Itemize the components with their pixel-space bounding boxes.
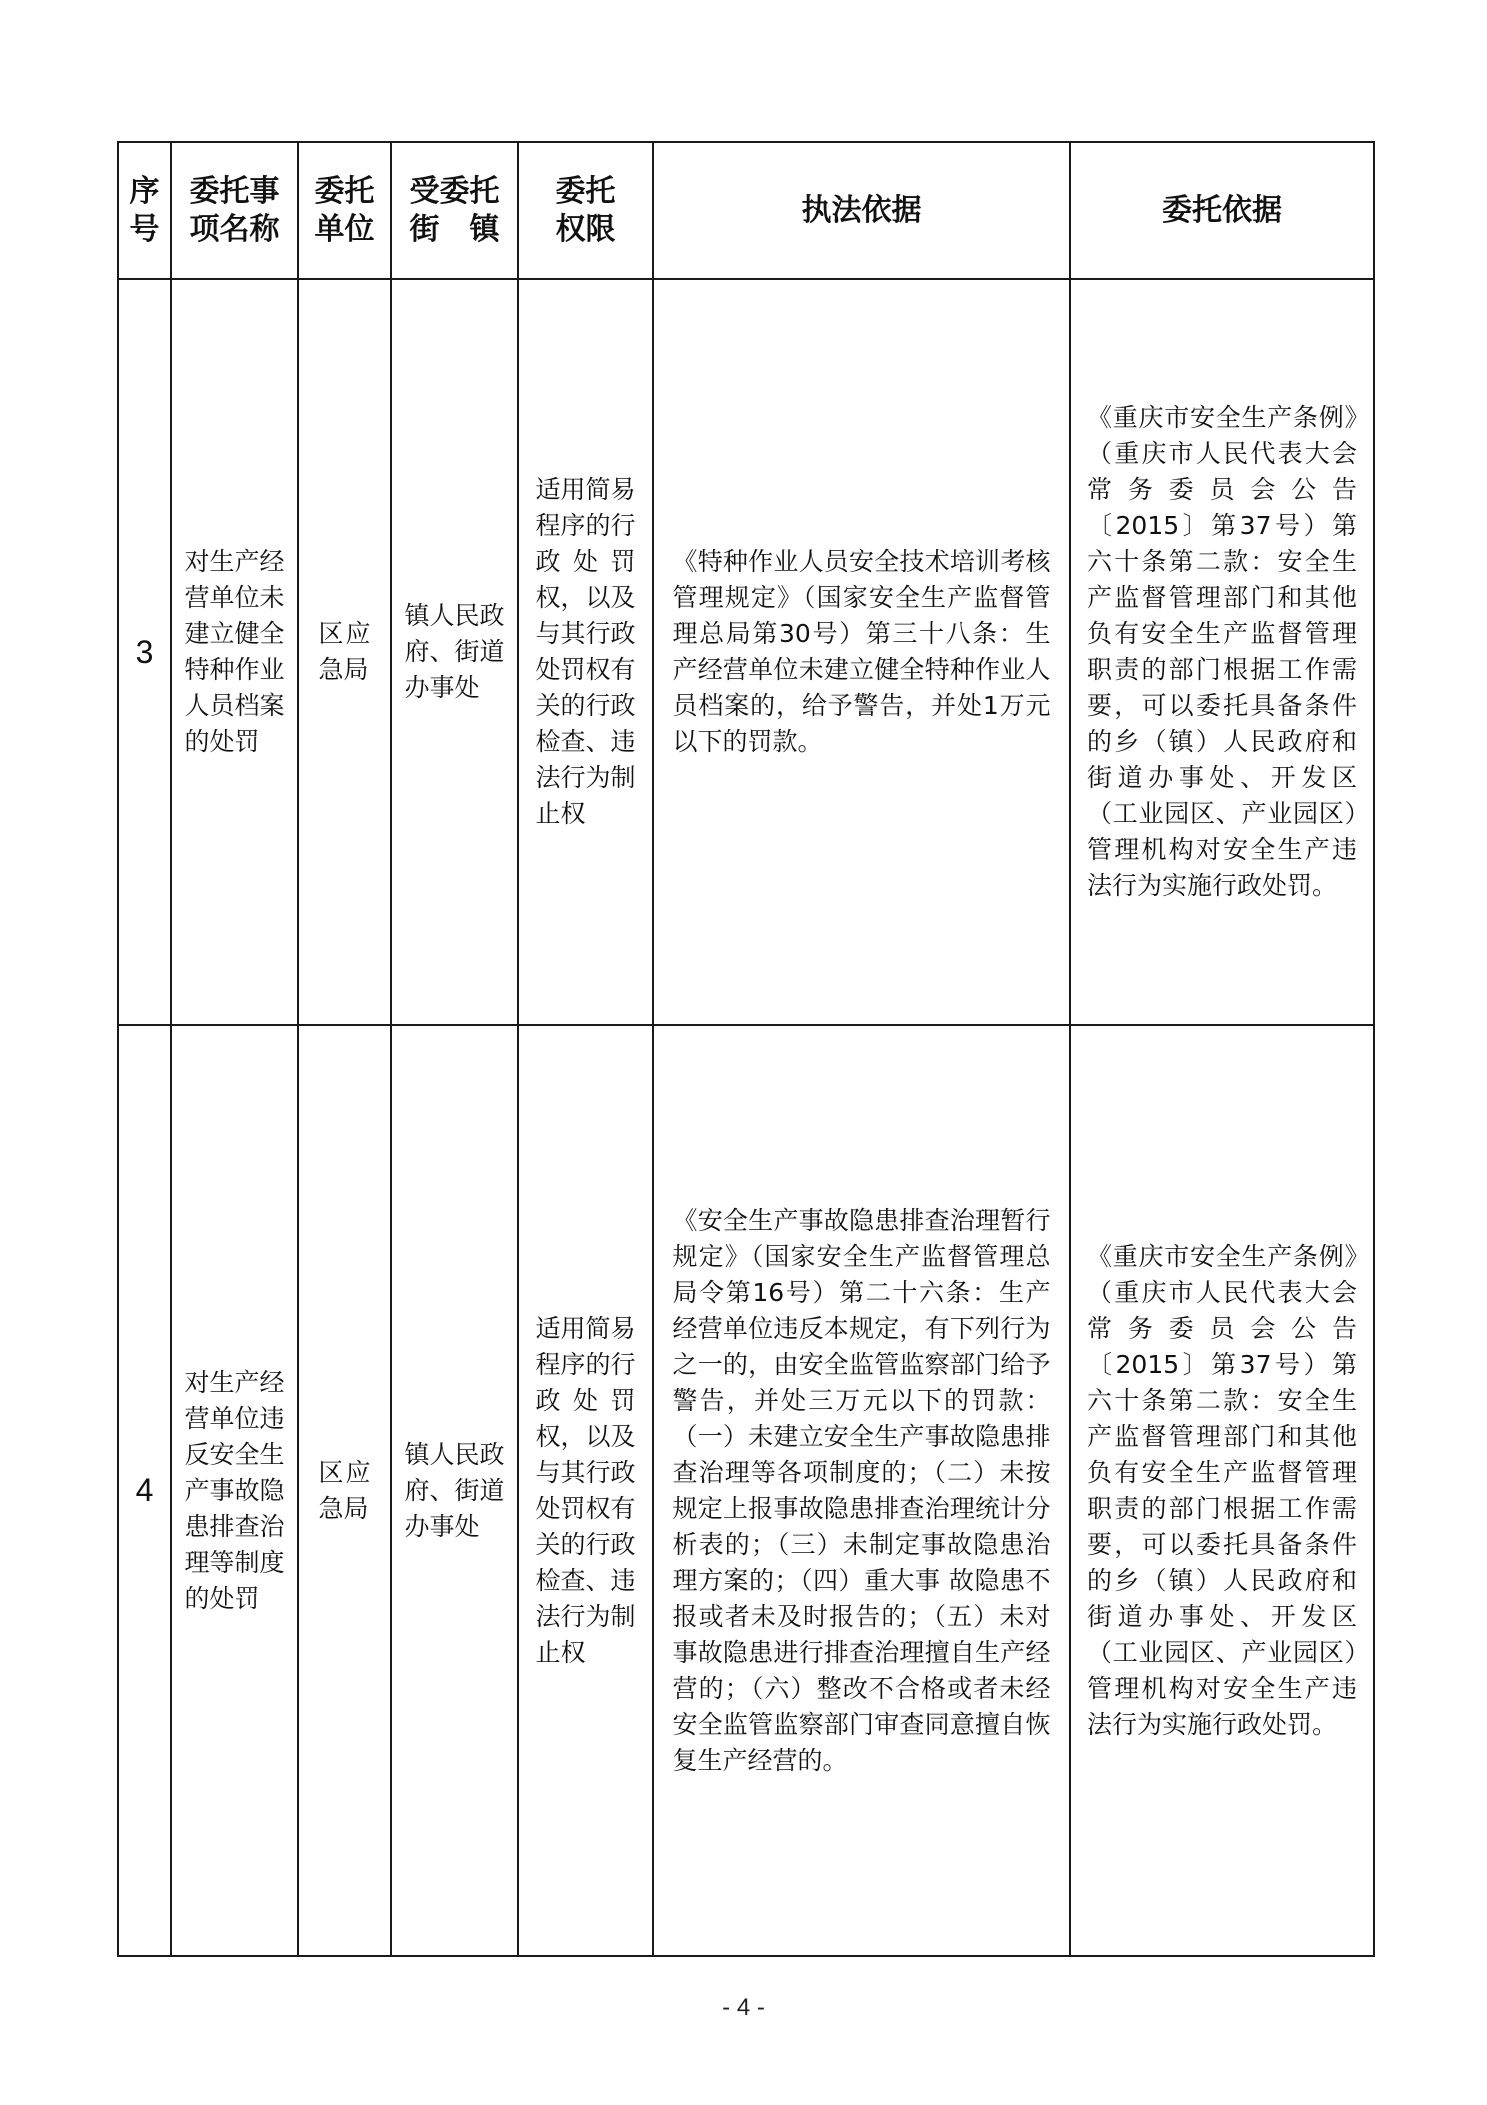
row-item-name: 对生产经营单位未建立健全特种作业人员档案的处罚 (171, 279, 298, 1025)
row-authority: 适用简易程序的行政处罚权，以及与其行政处罚权有关的行政检查、违法行为制止权 (518, 1025, 653, 1956)
header-town: 受委托街 镇 (391, 142, 518, 279)
row-town: 镇人民政府、街道办事处 (391, 1025, 518, 1956)
table-header-row (118, 142, 1374, 279)
row-law-basis: 《特种作业人员安全技术培训考核管理规定》（国家安全生产监督管理总局第30号）第三十八条：生产经营单位未建立健全特种作业人员档案的，给予警告，并处1万元以下的罚款。 (653, 279, 1070, 1025)
page-number: - 4 - (722, 1994, 765, 2021)
row-entrust-basis: 《重庆市安全生产条例》（重庆市人民代表大会常务委员会公告〔2015〕第37号）第六十条第二款：安全生产监督管理部门和其他负有安全生产监督管理职责的部门根据工作需要，可以委托具备条件的乡（镇）人民政府和街道办事处、开发区（工业园区、产业园区）管理机构对安全生产违法行为实施行政处罚。 (1070, 279, 1374, 1025)
header-authority: 委托权限 (518, 142, 653, 279)
header-item-name: 委托事项名称 (171, 142, 298, 279)
row-town: 镇人民政府、街道办事处 (391, 279, 518, 1025)
row-seq: 3 (118, 279, 171, 1025)
header-seq: 序号 (118, 142, 171, 279)
row-seq: 4 (118, 1025, 171, 1956)
row-entrust-basis: 《重庆市安全生产条例》（重庆市人民代表大会常务委员会公告〔2015〕第37号）第六十条第二款：安全生产监督管理部门和其他负有安全生产监督管理职责的部门根据工作需要，可以委托具备条件的乡（镇）人民政府和街道办事处、开发区（工业园区、产业园区）管理机构对安全生产违法行为实施行政处罚。 (1070, 1025, 1374, 1956)
header-entrust-basis: 委托依据 (1070, 142, 1374, 279)
row-unit: 区应急局 (298, 1025, 391, 1956)
table-row (118, 279, 1374, 1025)
delegation-table (117, 141, 1375, 1957)
row-law-basis: 《安全生产事故隐患排查治理暂行规定》（国家安全生产监督管理总局令第16号）第二十六条：生产经营单位违反本规定，有下列行为之一的，由安全监管监察部门给予警告，并处三万元以下的罚款：（一）未建立安全生产事故隐患排查治理等各项制度的；（二）未按规定上报事故隐患排查治理统计分析表的；（三）未制定事故隐患治理方案的；（四）重大事 故隐患不报或者未及时报告的；（五）未对事故隐患进行排查治理擅自生产经营的；（六）整改不合格或者未经安全监管监察部门审查同意擅自恢复生产经营的。 (653, 1025, 1070, 1956)
row-unit: 区应急局 (298, 279, 391, 1025)
table-row (118, 1025, 1374, 1956)
header-unit: 委托单位 (298, 142, 391, 279)
row-authority: 适用简易程序的行政处罚权，以及与其行政处罚权有关的行政检查、违法行为制止权 (518, 279, 653, 1025)
row-item-name: 对生产经营单位违反安全生产事故隐患排查治理等制度的处罚 (171, 1025, 298, 1956)
header-law-basis: 执法依据 (653, 142, 1070, 279)
